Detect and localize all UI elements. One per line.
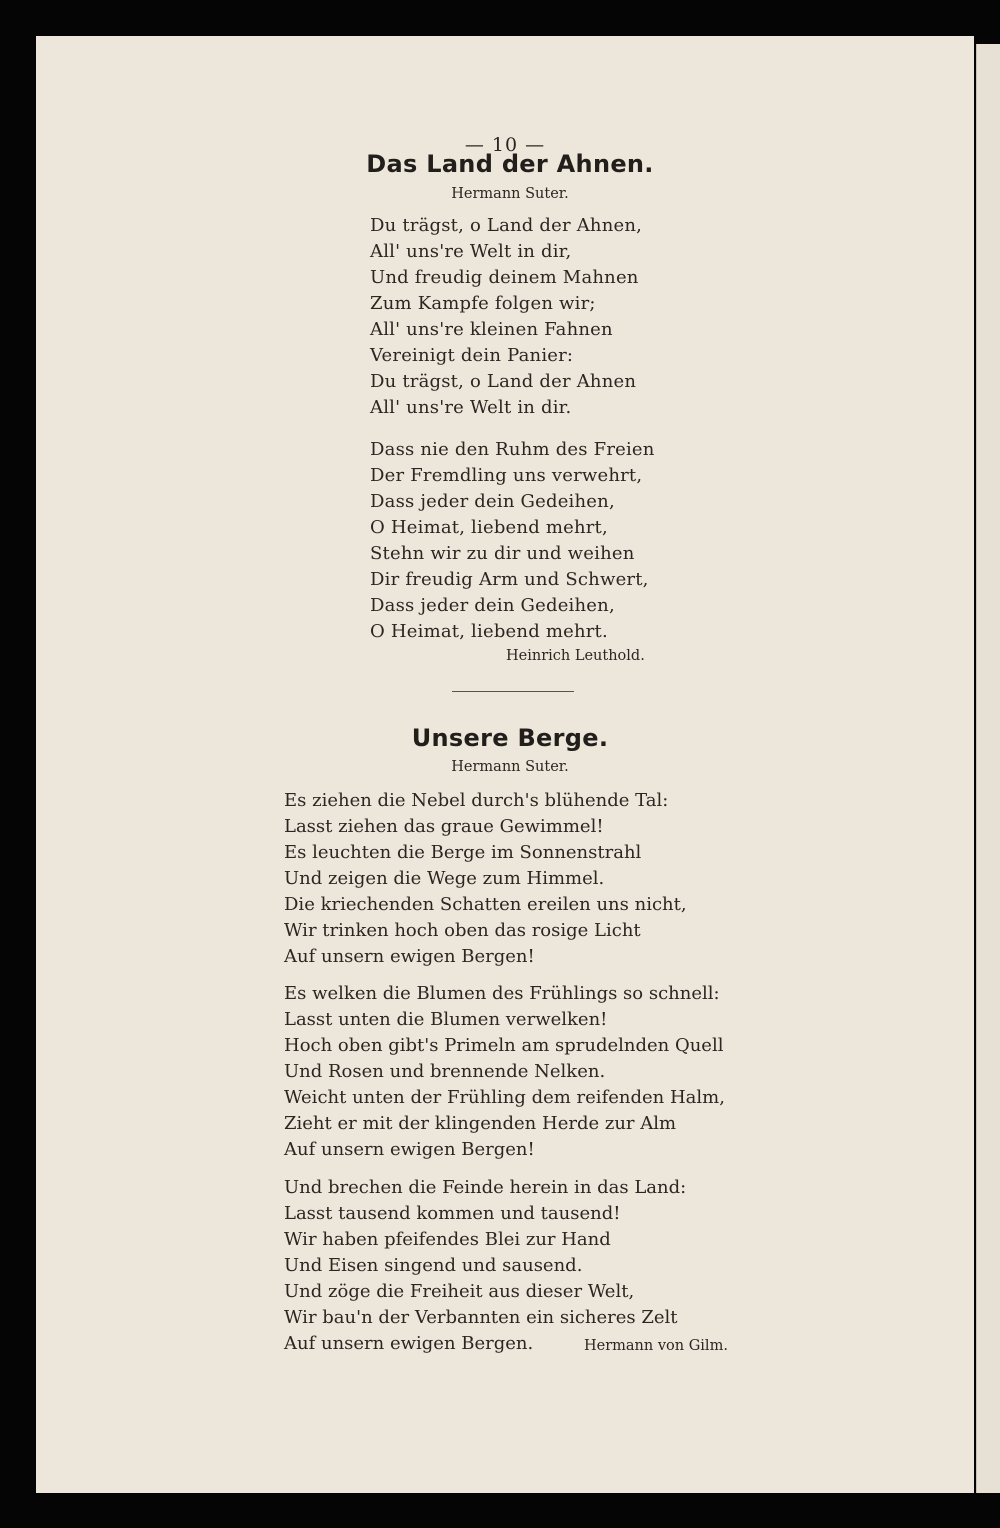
verse-line: Weicht unten der Frühling dem reifenden Halm, bbox=[284, 1087, 725, 1108]
verse-line: O Heimat, liebend mehrt. bbox=[370, 621, 608, 642]
verse-line: Auf unsern ewigen Bergen. bbox=[284, 1333, 534, 1354]
verse-line: Lasst unten die Blumen verwelken! bbox=[284, 1009, 608, 1030]
poem2-title: Unsere Berge. bbox=[411, 724, 609, 752]
verse-line: Es welken die Blumen des Frühlings so schnell: bbox=[284, 983, 720, 1004]
verse-line: Dass nie den Ruhm des Freien bbox=[370, 439, 655, 460]
poem1-stanza-1 bbox=[370, 213, 642, 421]
verse-line: Es leuchten die Berge im Sonnenstrahl bbox=[284, 842, 642, 863]
verse-line: Wir haben pfeifendes Blei zur Hand bbox=[284, 1229, 611, 1250]
poem2-composer: Hermann Suter. bbox=[451, 759, 569, 775]
book-page bbox=[36, 36, 974, 1493]
poem2-stanza-2 bbox=[284, 981, 725, 1163]
verse-line: Und brechen die Feinde herein in das Land: bbox=[284, 1177, 687, 1198]
verse-line: Und zöge die Freiheit aus dieser Welt, bbox=[284, 1281, 635, 1302]
verse-line: Der Fremdling uns verwehrt, bbox=[370, 465, 643, 486]
poem2-stanza-1 bbox=[284, 788, 687, 970]
verse-line: Lasst ziehen das graue Gewimmel! bbox=[284, 816, 604, 837]
verse-line: Und zeigen die Wege zum Himmel. bbox=[284, 868, 605, 889]
poem1-title: Das Land der Ahnen. bbox=[366, 150, 654, 178]
verse-line: All' uns're Welt in dir. bbox=[370, 397, 572, 418]
section-divider bbox=[452, 691, 574, 692]
verse-line: Es ziehen die Nebel durch's blühende Tal: bbox=[284, 790, 669, 811]
verse-line: Zieht er mit der klingenden Herde zur Alm bbox=[284, 1113, 677, 1134]
verse-line: Die kriechenden Schatten ereilen uns nicht, bbox=[284, 894, 687, 915]
poem1-composer: Hermann Suter. bbox=[451, 186, 569, 202]
verse-line: Stehn wir zu dir und weihen bbox=[370, 543, 635, 564]
verse-line: All' uns're Welt in dir, bbox=[370, 241, 572, 262]
verse-line: Und Eisen singend und sausend. bbox=[284, 1255, 583, 1276]
verse-line: Und Rosen und brennende Nelken. bbox=[284, 1061, 606, 1082]
verse-line: Wir bau'n der Verbannten ein sicheres Zelt bbox=[284, 1307, 678, 1328]
verse-line: Hoch oben gibt's Primeln am sprudelnden Quell bbox=[284, 1035, 724, 1056]
verse-line: Auf unsern ewigen Bergen! bbox=[284, 946, 535, 967]
verse-line: Dir freudig Arm und Schwert, bbox=[370, 569, 649, 590]
verse-line: Dass jeder dein Gedeihen, bbox=[370, 595, 615, 616]
verse-line: Du trägst, o Land der Ahnen bbox=[370, 371, 637, 392]
poem2-author: Hermann von Gilm. bbox=[584, 1338, 728, 1354]
verse-line: All' uns're kleinen Fahnen bbox=[370, 319, 613, 340]
verse-line: Lasst tausend kommen und tausend! bbox=[284, 1203, 621, 1224]
verse-line: Vereinigt dein Panier: bbox=[370, 345, 574, 366]
verse-line: Zum Kampfe folgen wir; bbox=[370, 293, 596, 314]
verse-line: Auf unsern ewigen Bergen! bbox=[284, 1139, 535, 1160]
poem2-stanza-3 bbox=[284, 1175, 686, 1357]
verse-line: Du trägst, o Land der Ahnen, bbox=[370, 215, 643, 236]
poem1-author: Heinrich Leuthold. bbox=[506, 648, 645, 664]
verse-line: Dass jeder dein Gedeihen, bbox=[370, 491, 615, 512]
page-number: — 10 — bbox=[464, 134, 546, 156]
verse-line: Und freudig deinem Mahnen bbox=[370, 267, 639, 288]
verse-line: O Heimat, liebend mehrt, bbox=[370, 517, 608, 538]
verse-line: Wir trinken hoch oben das rosige Licht bbox=[284, 920, 641, 941]
poem1-stanza-2 bbox=[370, 437, 655, 645]
